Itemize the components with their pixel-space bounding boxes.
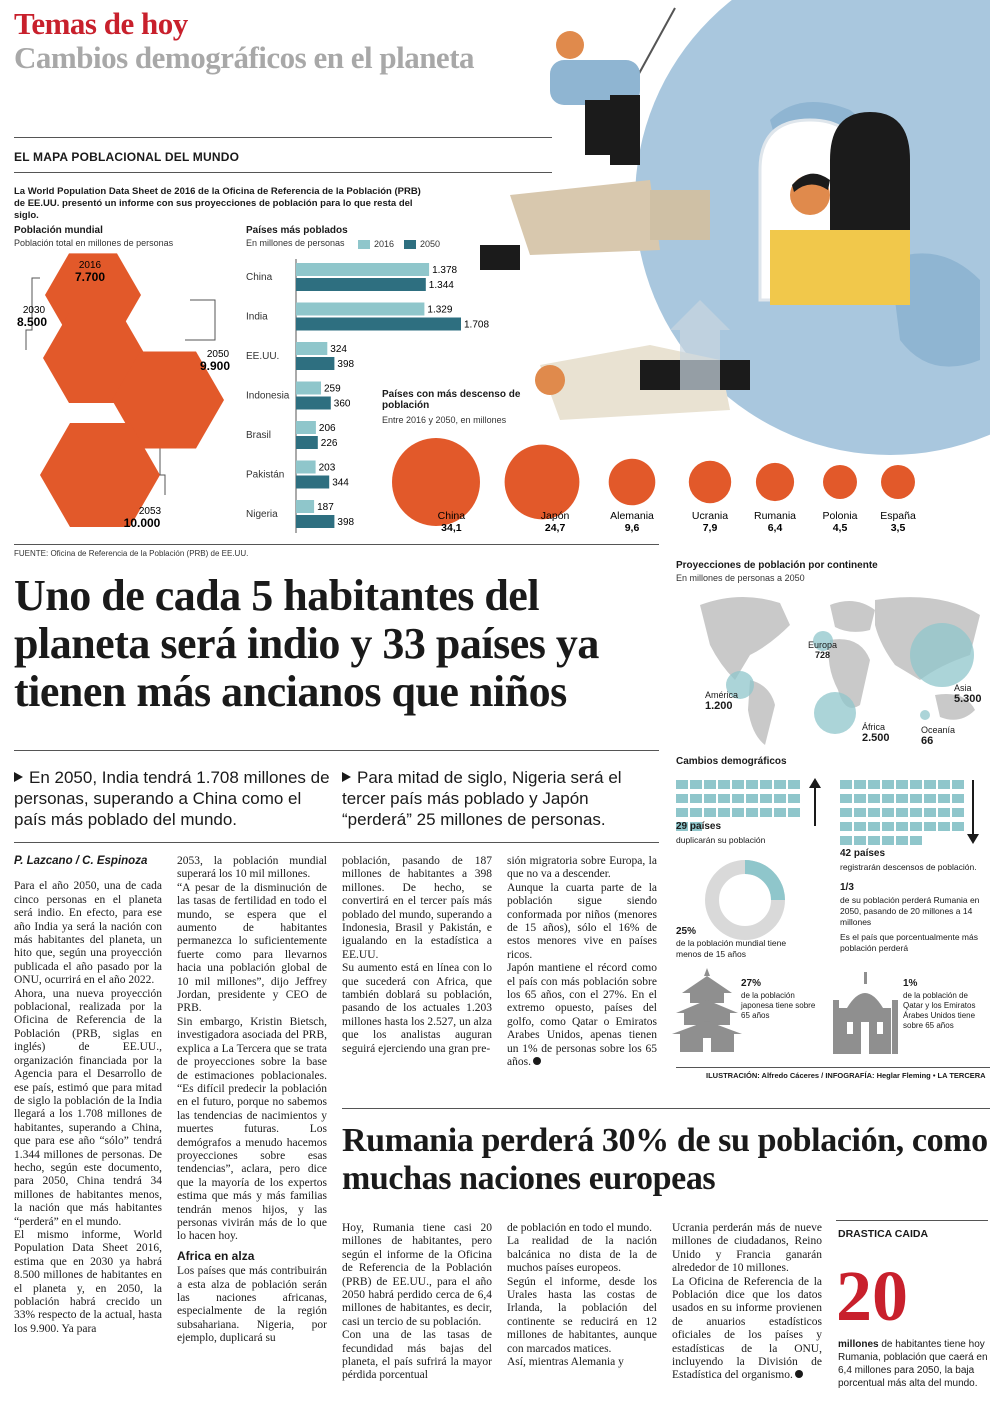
bar-category-label: Brasil <box>246 430 272 441</box>
country-square <box>910 836 922 845</box>
hex-value-2050: 9.900 <box>199 359 231 373</box>
country-square <box>868 780 880 789</box>
hex-year-2050: 2050 <box>206 349 230 360</box>
bar-value-label: 360 <box>333 398 351 410</box>
sidebar-number: 20 <box>836 1256 908 1336</box>
article2-col3-text: Ucrania perderán más de nueve millones de ciudadanos, Reino Unido y Francia ganarán alrededor de 10 millones. La Oficina de Referencia de la Población dice que los datos usados en su informe provienen de anuarios estadísticos oficiales de los países y estadísticas de la ONU, incluyendo la División de Estadística del organismo. <box>672 1222 822 1382</box>
map-label-oceania: Oceanía 66 <box>921 725 956 747</box>
pagoda-icon <box>672 968 742 1053</box>
divider <box>836 1220 988 1221</box>
country-square <box>774 808 786 817</box>
bar-chart-title: Países más poblados <box>246 225 348 236</box>
country-square <box>746 808 758 817</box>
bubble-japón <box>505 445 580 520</box>
bar-value-label: 344 <box>332 477 349 489</box>
arrow-down-icon <box>966 780 980 845</box>
divider <box>14 750 659 751</box>
cambios-title: Cambios demográficos <box>676 756 787 767</box>
country-square <box>896 794 908 803</box>
country-square <box>704 808 716 817</box>
bullet-1: En 2050, India tendrá 1.708 millones de personas, superando a China como el país más poblado del mundo. <box>14 768 330 829</box>
cambios-third: 1/3 <box>840 882 854 893</box>
bar-2050 <box>296 397 331 410</box>
country-square <box>690 780 702 789</box>
bullet-arrow-icon <box>342 772 351 782</box>
country-square <box>746 780 758 789</box>
country-square <box>676 780 688 789</box>
country-square <box>704 780 716 789</box>
grid-declining <box>840 780 975 850</box>
divider <box>14 137 552 138</box>
article1-col1-text: Para el año 2050, una de cada cinco personas en el planeta será indio. En efecto, para ese año India ya será la nación con más habitantes del planeta, un hito que, según una proyección publicada el año pasado por la ONU, ocurrirá en el año 2022. Ahora, una nueva proyección poblacional, realizada por la Oficina de Referencia de la Población (PRB, siglas en inglés) de EE.UU., organización financiada por la Agencia para el Desarrollo de ese país, estimó que para mitad de siglo la población de la India llegará a los 1.708 millones de habitantes, superando a China, que para ese año “sólo” tendrá 1.344 millones de personas. De hecho, según este documento, para 2050, China tendrá 34 millones de habitantes menos, la nación que más habitantes “perderá” en el mundo. El mismo informe, World Population Data Sheet 2016, estima que en 2030 ya habrá 8.500 millones de habitantes en el planeta y, en 2050, la población habrá crecido un 33% respecto de la actual, hasta los 9.900. Ya para <box>14 880 162 1335</box>
country-square <box>732 780 744 789</box>
bar-value-label: 259 <box>324 383 341 395</box>
qatar-value: 1% <box>903 978 918 989</box>
bubble-value-label: 34,1 <box>441 522 462 534</box>
bar-value-label: 1.708 <box>464 319 490 331</box>
bubble-value-label: 9,6 <box>624 522 640 534</box>
divider <box>14 544 659 545</box>
country-square <box>938 822 950 831</box>
country-square <box>788 794 800 803</box>
bubble-country-label: Ucrania <box>691 510 729 522</box>
headline: Uno de cada 5 habitantes del planeta será indio y 33 países ya tienen más ancianos que niños <box>14 571 599 716</box>
bubble-country-label: España <box>880 510 916 522</box>
country-square <box>676 794 688 803</box>
country-square <box>718 794 730 803</box>
illustration <box>470 0 990 455</box>
hex-year-2053: 2053 <box>138 506 162 517</box>
hex-value-2030: 8.500 <box>16 315 48 329</box>
country-square <box>910 794 922 803</box>
article1-col2-text: 2053, la población mundial superará los 10 mil millones. “A pesar de la disminución de las tasas de fertilidad en todo el mundo, se espera que el aumento de habitantes permanezca lo suficientemente fuerte como para llevarnos hacia una población global de 10 mil millones”, dijo Jeffrey Jordan, presidente y CEO de PRB. Sin embargo, Kristin Bietsch, investigadora asociada del PRB, explica a La Tercera que se trata de proyecciones sobre la base de estimaciones poblacionales. “Es difícil predecir la población en el futuro, porque no sabemos las tendencias de nacimientos y muertes futuras. Los demógrafos a menudo hacemos proyecciones sobre esas tendencias”, aclara, pero dice que la mayoría de los expertos estima que más y más familias tendrán menos hijos, y las personas vivirán más de lo que lo hacen hoy. <box>177 855 327 1243</box>
divider <box>14 842 659 843</box>
country-square <box>732 808 744 817</box>
article2-col3 <box>672 1222 822 1383</box>
bubble-value-label: 4,5 <box>832 522 848 534</box>
bar-category-label: Nigeria <box>246 509 278 520</box>
bubble-value-label: 3,5 <box>890 522 906 534</box>
country-square <box>854 836 866 845</box>
country-square <box>868 808 880 817</box>
bar-2050 <box>296 436 318 449</box>
bubble-chart-subtitle: Entre 2016 y 2050, en millones <box>382 415 507 425</box>
section-title: EL MAPA POBLACIONAL DEL MUNDO <box>14 150 240 164</box>
bubble-asia <box>910 623 974 687</box>
arrow-up-icon <box>808 778 822 828</box>
country-square <box>868 822 880 831</box>
legend-swatch-2016 <box>358 240 370 249</box>
country-square <box>882 836 894 845</box>
qatar-text: de la población de Qatar y los Emiratos Árabes Unidos tiene sobre 65 años <box>903 991 976 1030</box>
country-square <box>868 836 880 845</box>
mosque-icon <box>833 972 898 1054</box>
source-note: FUENTE: Oficina de Referencia de la Población (PRB) de EE.UU. <box>14 549 249 558</box>
bar-value-label: 398 <box>337 359 355 370</box>
headline-2: Rumania perderá 30% de su población, como muchas naciones europeas <box>342 1122 988 1197</box>
bubble-españa <box>881 465 915 499</box>
legend-label-2050: 2050 <box>420 239 441 249</box>
bar-2050 <box>296 357 334 370</box>
bubble-africa <box>814 692 856 734</box>
bullet-2: Para mitad de siglo, Nigeria será el tercer país más poblado y Japón “perderá” 25 millones de personas. <box>342 768 622 829</box>
bar-value-label: 1.329 <box>427 304 453 316</box>
article1-col3 <box>342 855 492 1056</box>
end-mark-icon <box>795 1370 803 1378</box>
country-square <box>938 780 950 789</box>
bar-2050 <box>296 278 426 291</box>
map-label-europe: Europa 728 <box>808 640 838 660</box>
byline: P. Lazcano / C. Espinoza <box>14 855 148 867</box>
japan-value: 27% <box>741 978 762 989</box>
country-square <box>910 780 922 789</box>
page-deck: Cambios demográficos en el planeta <box>14 40 475 75</box>
bubble-country-label: China <box>437 510 466 522</box>
map-label-asia: Asia 5.300 <box>954 683 982 705</box>
hex-value-2016: 7.700 <box>74 270 106 284</box>
bubble-value-label: 7,9 <box>702 522 718 534</box>
bubble-polonia <box>823 465 857 499</box>
article2-col2-text: de población en todo el mundo. La realidad de la nación balcánica no dista de la de muchos países europeos. Según el informe, desde los Urales hasta las costas de Irlanda, la población del continente se reducirá en 12 millones de habitantes, aunque con marcados matices. Así, mientras Alemania y <box>507 1222 657 1369</box>
map-label-america: América 1.200 <box>705 690 739 712</box>
country-square <box>882 780 894 789</box>
country-square <box>854 794 866 803</box>
country-square <box>910 822 922 831</box>
bar-value-label: 206 <box>318 423 336 434</box>
country-square <box>896 780 908 789</box>
bar-value-label: 398 <box>337 517 355 528</box>
bubble-country-label: Alemania <box>610 510 654 522</box>
sidebar-body: de habitantes tiene hoy Rumania, población que caerá en 6,4 millones para 2050, la baja porcentual más alta del mundo. <box>838 1339 988 1389</box>
bar-2016 <box>296 263 429 276</box>
bar-2050 <box>296 476 329 489</box>
country-square <box>774 794 786 803</box>
end-mark-icon <box>533 1057 541 1065</box>
bar-value-label: 187 <box>317 502 334 513</box>
article1-col4-text: sión migratoria sobre Europa, la que no va a descender. Aunque la cuarta parte de la población sigue siendo conformada por niños (menores de 15 años), sólo el 16% de estos menores vive en países ricos. Japón mantiene el récord como el país con más población sobre los 65 años, con el 27%. En el extremo opuesto, países del golfo, como Qatar o Emiratos Arabes Unidos, apenas tienen un 1% de personas sobre los 65 años. <box>507 855 657 1069</box>
bar-2016 <box>296 382 321 395</box>
country-square <box>882 808 894 817</box>
donut-text: de la población mundial tiene menos de 15 años <box>676 938 787 959</box>
cambios-42-text: registrarán descensos de población. <box>840 862 977 872</box>
bubble-rumania <box>756 463 794 501</box>
country-square <box>704 794 716 803</box>
country-square <box>840 794 852 803</box>
country-square <box>952 794 964 803</box>
sidebar-text <box>838 1338 988 1390</box>
section-kicker: Temas de hoy <box>14 6 188 41</box>
bar-category-label: China <box>246 272 273 283</box>
bar-chart-subtitle: En millones de personas <box>246 238 345 248</box>
bubble-country-label: Rumania <box>753 510 797 522</box>
country-square <box>840 822 852 831</box>
article1-col4 <box>507 855 657 1070</box>
bar-2016 <box>296 421 316 434</box>
hex-year-2030: 2030 <box>22 305 46 316</box>
bubble-value-label: 24,7 <box>544 522 566 534</box>
bubble-value-label: 6,4 <box>767 522 783 534</box>
divider <box>342 1108 990 1109</box>
legend-label-2016: 2016 <box>374 239 395 249</box>
article1-col2 <box>177 855 327 1346</box>
cambios-third-text: de su población perderá Rumania en 2050, pasando de 20 millones a 14 millones <box>840 895 980 927</box>
country-square <box>896 808 908 817</box>
country-square <box>774 780 786 789</box>
bullet-arrow-icon <box>14 772 23 782</box>
bar-category-label: India <box>246 311 268 323</box>
sidebar-title: DRASTICA CAIDA <box>838 1228 929 1240</box>
article1-subhead: Africa en alza <box>177 1248 255 1263</box>
bar-value-label: 203 <box>318 462 336 474</box>
bar-2016 <box>296 342 327 355</box>
hex-chart-subtitle: Población total en millones de personas <box>14 238 174 248</box>
bubble-country-label: Japón <box>540 510 570 522</box>
bar-2016 <box>296 500 314 513</box>
country-square <box>760 808 772 817</box>
country-square <box>732 794 744 803</box>
cambios-29-text: duplicarán su población <box>676 835 766 845</box>
bar-category-label: Indonesia <box>246 390 290 402</box>
bubble-chart <box>380 430 940 540</box>
bar-2016 <box>296 303 424 316</box>
country-square <box>854 822 866 831</box>
country-square <box>788 808 800 817</box>
country-square <box>854 808 866 817</box>
country-square <box>938 808 950 817</box>
map-label-africa: África 2.500 <box>862 722 890 744</box>
country-square <box>840 780 852 789</box>
bar-value-label: 1.344 <box>428 280 454 291</box>
country-square <box>882 794 894 803</box>
bar-2016 <box>296 461 316 474</box>
bar-category-label: Pakistán <box>246 469 285 481</box>
country-square <box>760 780 772 789</box>
country-square <box>690 808 702 817</box>
cambios-third-text-2: Es el país que porcentualmente más población perderá <box>840 932 978 953</box>
hex-chart <box>10 250 240 535</box>
cambios-42: 42 países <box>840 848 886 859</box>
country-square <box>840 836 852 845</box>
country-square <box>676 808 688 817</box>
country-square <box>840 808 852 817</box>
country-square <box>924 794 936 803</box>
divider <box>14 172 552 173</box>
bar-value-label: 324 <box>330 344 347 355</box>
donut-chart <box>700 855 790 945</box>
bar-value-label: 1.378 <box>432 265 458 276</box>
legend-swatch-2050 <box>404 240 416 249</box>
bubble-alemania <box>609 459 656 506</box>
country-square <box>882 822 894 831</box>
bubble-chart-title: Países con más descenso de población <box>382 389 521 411</box>
hex-year-2016: 2016 <box>78 260 102 271</box>
bubble-china <box>392 438 480 526</box>
hex-chart-title: Población mundial <box>14 225 103 236</box>
article2-col1 <box>342 1222 492 1383</box>
country-square <box>718 780 730 789</box>
country-square <box>718 808 730 817</box>
bar-value-label: 226 <box>320 438 338 449</box>
article1-col2-text-b: Los países que más contribuirán a esta alza de población serán las naciones africanas, especialmente de la región subsahariana. Nigeria, por ejemplo, duplicará su <box>177 1265 327 1345</box>
article1-col1 <box>14 855 162 1336</box>
country-square <box>868 794 880 803</box>
country-square <box>746 794 758 803</box>
country-square <box>938 794 950 803</box>
bubble-oceania <box>920 710 930 720</box>
bar-category-label: EE.UU. <box>246 351 280 362</box>
country-square <box>896 836 908 845</box>
country-square <box>896 822 908 831</box>
map-subtitle: En millones de personas a 2050 <box>676 573 805 583</box>
donut-value: 25% <box>676 926 697 937</box>
bar-2050 <box>296 515 334 528</box>
bubble-ucrania <box>689 461 731 503</box>
country-square <box>952 822 964 831</box>
country-square <box>760 794 772 803</box>
article2-col1-text: Hoy, Rumania tiene casi 20 millones de habitantes, pero según el informe de la Oficina de Referencia de la Población (PRB) de EE.UU., para el año 2050 habrá perdido cerca de 6,4 millones de habitantes, es decir, casi un tercio de su población. Con una de las tasas de fecundidad más bajas del planeta, el país sufrirá la mayor pérdida porcentual <box>342 1222 492 1382</box>
credits: ILUSTRACIÓN: Alfredo Cáceres / INFOGRAFÍA: Heglar Fleming • LA TERCERA <box>706 1071 986 1080</box>
country-square <box>690 794 702 803</box>
map-title: Proyecciones de población por continente <box>676 560 878 571</box>
country-square <box>952 780 964 789</box>
hex-value-2053: 10.000 <box>123 516 161 530</box>
divider <box>676 1067 990 1068</box>
country-square <box>788 780 800 789</box>
country-square <box>924 808 936 817</box>
bubble-country-label: Polonia <box>822 510 858 522</box>
window-figure <box>760 112 910 305</box>
cambios-29: 29 países <box>676 821 722 832</box>
japan-text: de la población japonesa tiene sobre 65 años <box>741 991 816 1020</box>
article1-col3-text: población, pasando de 187 millones de habitantes a 398 millones. De hecho, se convertirá en el tercer país más poblado del mundo, superando a Indonesia, Brasil y Pakistán, e igualando en la estadística a EE.UU. Su aumento está en línea con lo que sucederá con Africa, que también doblará su población, pasando de los actuales 1.203 millones hasta los 2.527, un alza que los analistas auguran seguirá ejerciendo una gran pre- <box>342 855 492 1055</box>
article2-col2 <box>507 1222 657 1369</box>
country-square <box>924 780 936 789</box>
country-square <box>952 808 964 817</box>
country-square <box>910 808 922 817</box>
bar-2050 <box>296 318 461 331</box>
country-square <box>854 780 866 789</box>
intro-text: La World Population Data Sheet de 2016 de la Oficina de Referencia de la Población (PRB) de EE.UU. presentó un informe con sus proyecciones de población para lo que resta del siglo. <box>14 186 421 221</box>
country-square <box>924 822 936 831</box>
sidebar-lead: millones <box>838 1339 879 1350</box>
